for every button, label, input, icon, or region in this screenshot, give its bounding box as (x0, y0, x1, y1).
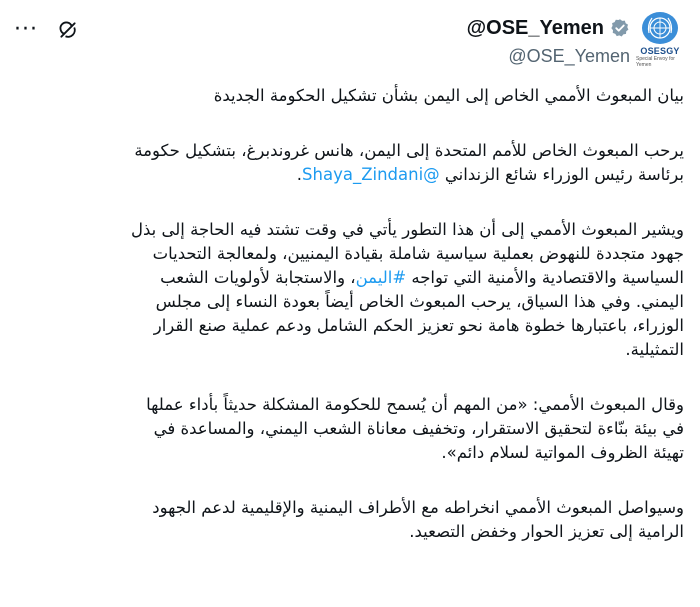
avatar[interactable] (636, 12, 684, 68)
tweet-paragraph-welcome (124, 139, 684, 187)
more-icon[interactable]: ··· (14, 17, 38, 42)
paragraph-text: ، والاستجابة لأولويات الشعب اليمني. وفي هذا السياق، يرحب المبعوث الخاص أيضاً بعودة النساء إلى مجلس الوزراء، باعتبارها خطوة هامة نحو تعزيز الحكم الشامل ودعم عملية صنع القرار التمثيلية. (153, 268, 684, 359)
tweet-paragraph-context (124, 218, 684, 362)
paragraph-text: ويشير المبعوث الأممي إلى أن هذا التطور يأتي في وقت تشتد فيه الحاجة إلى بذل جهود متجددة للنهوض بعملية سياسية شاملة بقيادة اليمنيين، ولمعالجة التحديات السياسية والاقتصادية والأمنية التي تواجه (131, 220, 684, 287)
paragraph-text: . (296, 165, 303, 184)
display-name[interactable]: @OSE_Yemen (466, 16, 604, 39)
tweet-paragraph-quote: وقال المبعوث الأممي: «من المهم أن يُسمح للحكومة المشكلة حديثاً بأداء عملها في بيئة بنّاءة لتحقيق الاستقرار، وتخفيف معاناة الشعب اليمني، والمساعدة في تهيئة الظروف المواتية لسلام دائم». (146, 395, 684, 462)
tweet-paragraph-closing: وسيواصل المبعوث الأممي انخراطه مع الأطراف اليمنية والإقليمية لدعم الجهود الرامية إلى تعزيز الحوار وخفض التصعيد. (152, 498, 684, 541)
mention-link[interactable]: @Shaya_Zindani (302, 165, 440, 184)
paragraph-text: يرحب المبعوث الخاص للأمم المتحدة إلى اليمن، هانس غروندبرغ، بتشكيل حكومة برئاسة رئيس الوزراء شائع الزنداني (134, 141, 684, 184)
author-block[interactable] (467, 16, 630, 67)
avatar-label: OSESGY (640, 46, 680, 56)
display-name-row (467, 16, 630, 40)
verified-badge-icon (610, 18, 630, 38)
grok-icon[interactable] (58, 20, 78, 40)
tweet-title-paragraph: بيان المبعوث الأممي الخاص إلى اليمن بشأن تشكيل الحكومة الجديدة (213, 86, 684, 105)
hashtag-link[interactable]: #اليمن (355, 268, 407, 287)
tweet-actions (14, 17, 78, 42)
avatar-sublabel: Special Envoy for Yemen (636, 56, 675, 68)
un-emblem-icon (642, 12, 678, 44)
tweet-text (124, 84, 684, 544)
tweet-header (0, 0, 700, 80)
author-handle[interactable]: @OSE_Yemen (508, 46, 630, 66)
